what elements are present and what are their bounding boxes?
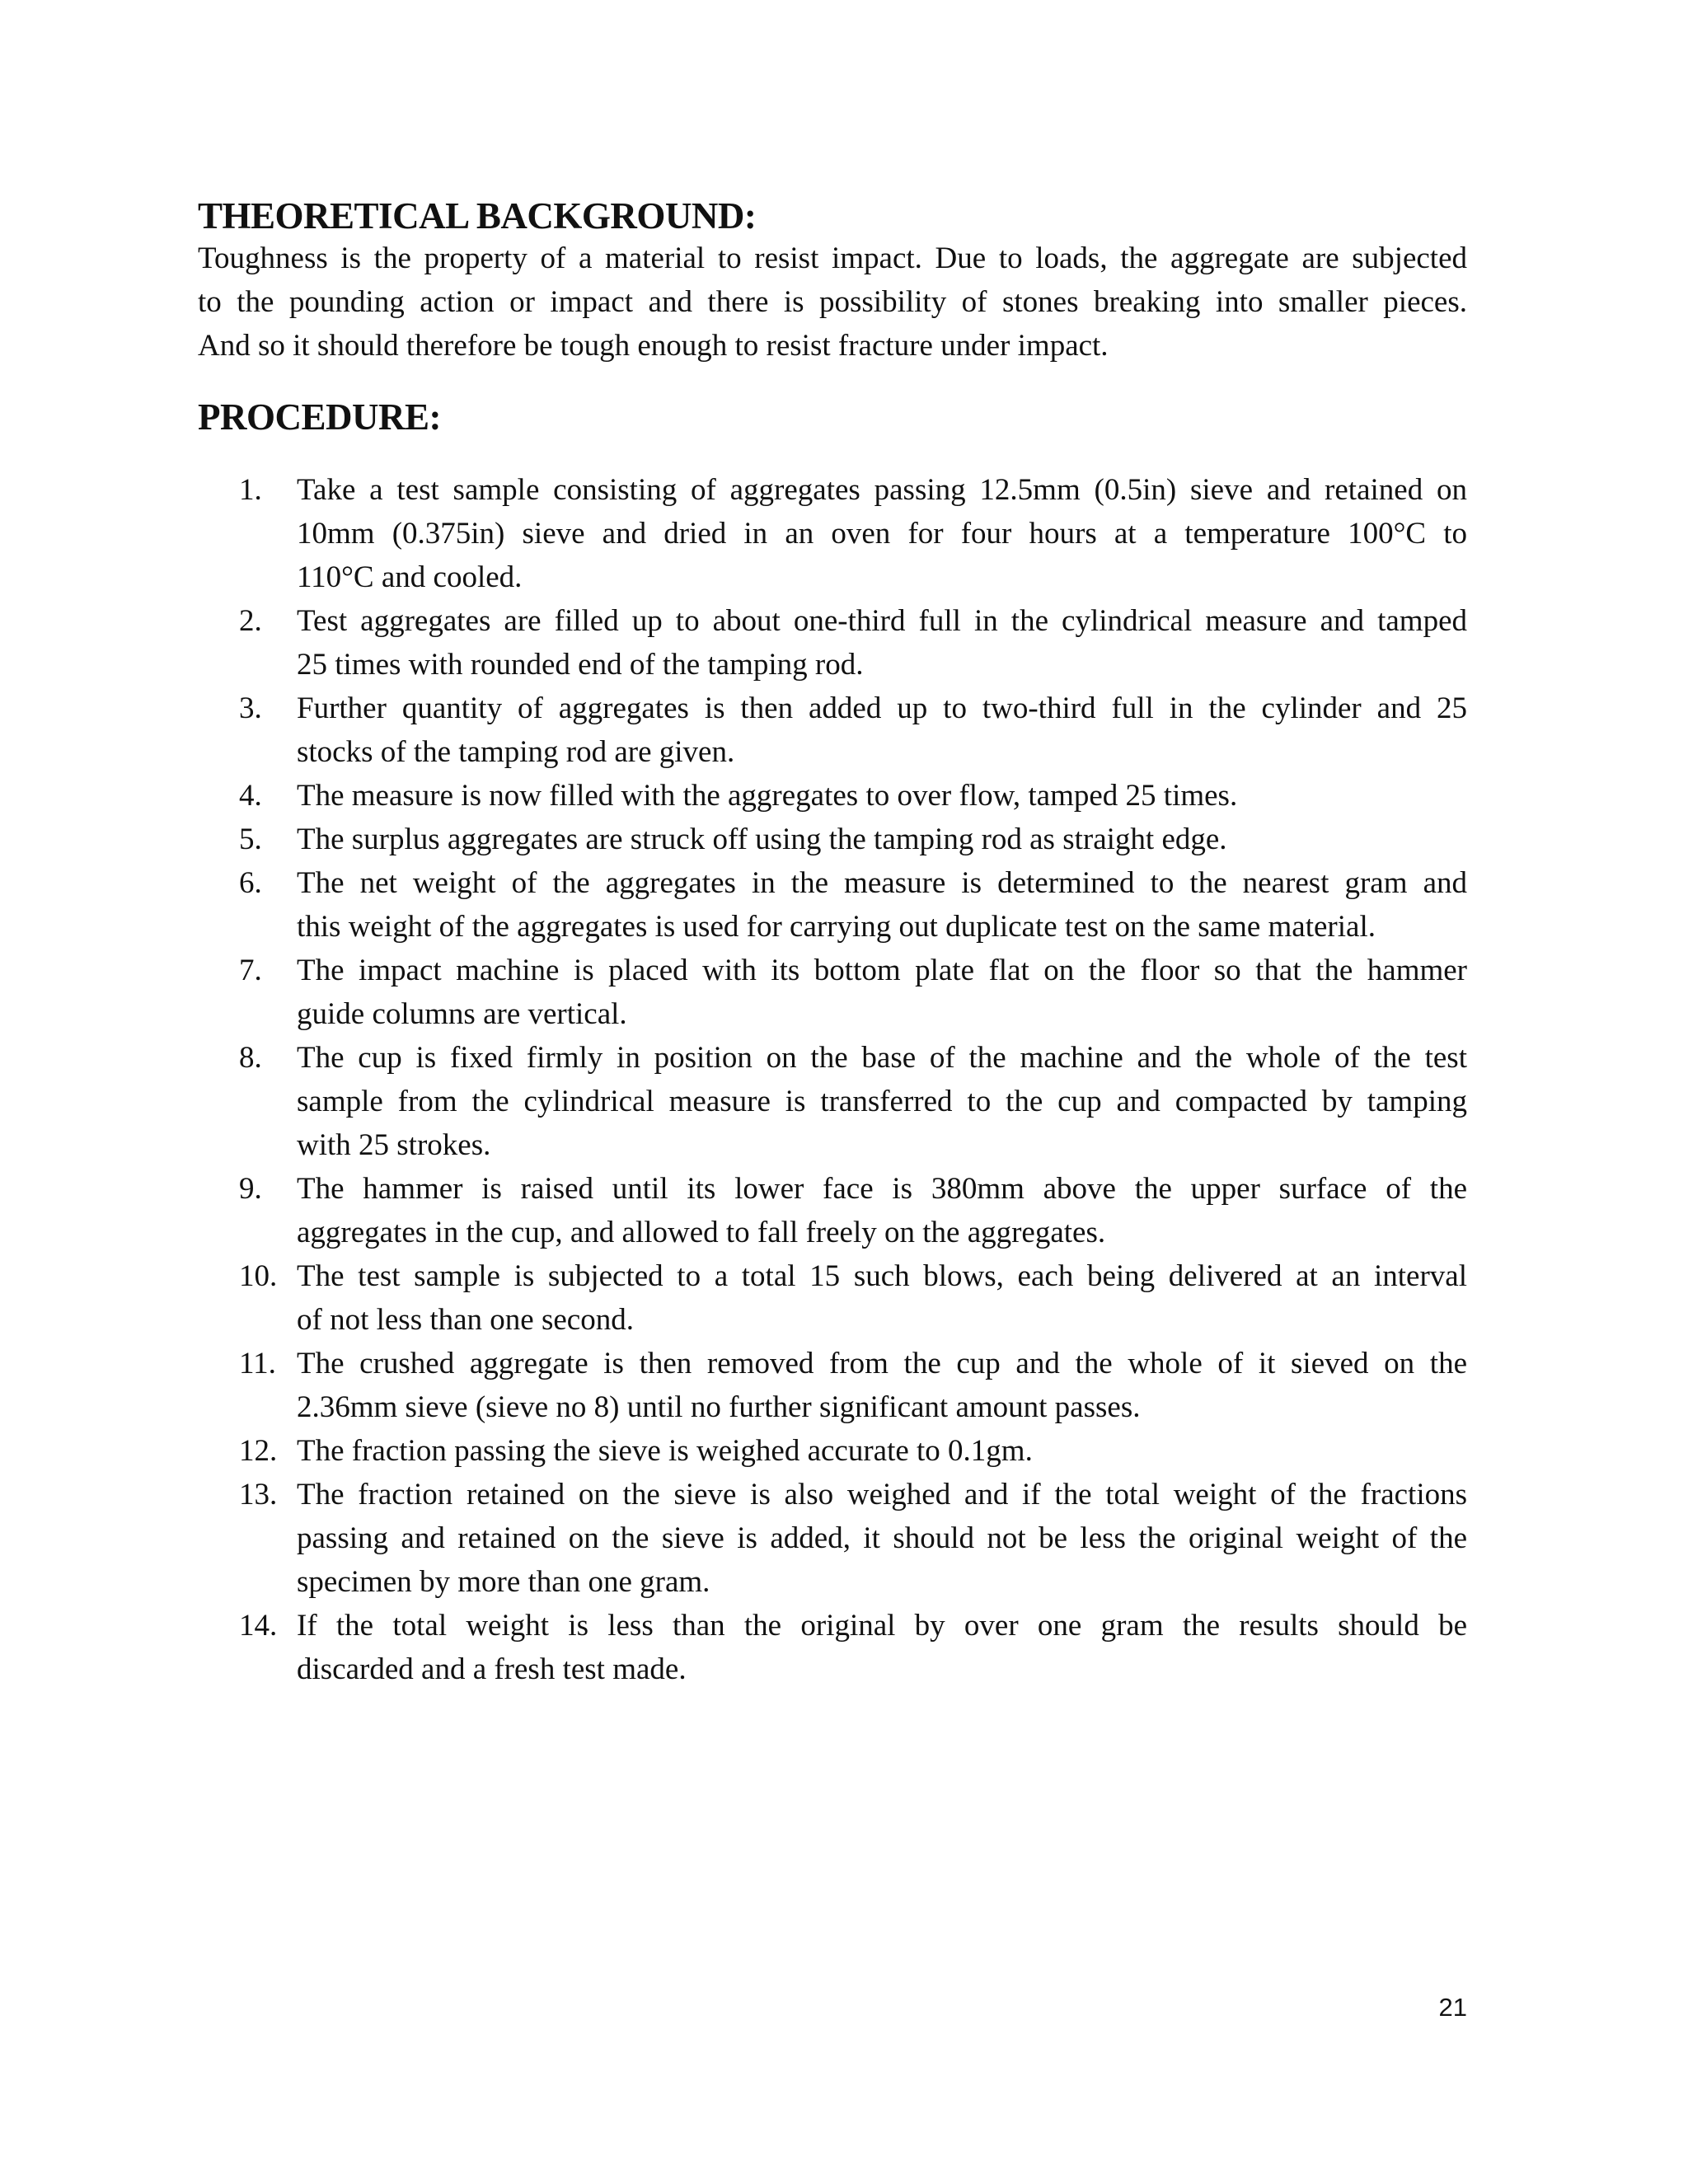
step-text [297,468,1467,599]
step-line: with 25 strokes. [297,1128,491,1162]
step-line: If the total weight is less than the original by over one gram the results should be [297,1609,1467,1643]
step-text [297,861,1467,949]
procedure-step [239,861,1467,949]
step-line: of not less than one second. [297,1303,634,1337]
page-number: 21 [1438,1993,1467,2022]
step-text [297,1342,1467,1429]
step-line: 2.36mm sieve (sieve no 8) until no further significant amount passes. [297,1390,1141,1424]
step-line: The net weight of the aggregates in the measure is determined to the nearest gram and [297,866,1467,900]
procedure-steps-list [239,468,1467,1691]
step-line: Take a test sample consisting of aggregates passing 12.5mm (0.5in) sieve and retained on [297,473,1467,507]
procedure-step [239,599,1467,687]
step-line: The fraction retained on the sieve is also weighed and if the total weight of the fractions [297,1478,1467,1511]
step-line: stocks of the tamping rod are given. [297,735,735,769]
procedure-step [239,468,1467,599]
procedure-step [239,1604,1467,1691]
step-line: aggregates in the cup, and allowed to fall freely on the aggregates. [297,1216,1106,1249]
step-number: 13. [239,1478,278,1511]
procedure-step [239,1254,1467,1342]
theoretical-background-heading: THEORETICAL BACKGROUND: [198,195,757,237]
step-number: 11. [239,1347,276,1380]
step-text [297,599,1467,687]
step-line: The impact machine is placed with its bottom plate flat on the floor so that the hammer [297,954,1467,987]
step-line: 10mm (0.375in) sieve and dried in an oven for four hours at a temperature 100°C to [297,517,1467,551]
procedure-step [239,1429,1467,1473]
step-line: sample from the cylindrical measure is transferred to the cup and compacted by tamping [297,1085,1467,1118]
step-line: specimen by more than one gram. [297,1565,710,1599]
step-line: 110°C and cooled. [297,560,523,594]
step-text [297,1036,1467,1167]
step-number: 6. [239,866,262,900]
step-line: The hammer is raised until its lower face is 380mm above the upper surface of the [297,1172,1467,1206]
step-text [297,1473,1467,1604]
procedure-step [239,1036,1467,1167]
theoretical-background-paragraph [198,237,1467,368]
step-line: guide columns are vertical. [297,997,627,1031]
procedure-heading: PROCEDURE: [198,396,441,438]
procedure-step [239,774,1467,818]
step-number: 9. [239,1172,262,1206]
step-number: 2. [239,604,262,638]
step-text [297,818,1467,861]
step-number: 14. [239,1609,278,1643]
step-number: 3. [239,691,262,725]
step-number: 1. [239,473,262,507]
step-text [297,949,1467,1036]
step-number: 7. [239,954,262,987]
step-line: Further quantity of aggregates is then added up to two-third full in the cylinder and 25 [297,691,1467,725]
procedure-step [239,818,1467,861]
step-line: The crushed aggregate is then removed from the cup and the whole of it sieved on the [297,1347,1467,1380]
step-line: passing and retained on the sieve is added, it should not be less the original weight of the [297,1521,1467,1555]
step-line: discarded and a fresh test made. [297,1652,687,1686]
step-text [297,774,1467,818]
step-text [297,1254,1467,1342]
step-line: Test aggregates are filled up to about one-third full in the cylindrical measure and tamped [297,604,1467,638]
procedure-step [239,1342,1467,1429]
step-text [297,1429,1467,1473]
step-line: The test sample is subjected to a total 15 such blows, each being delivered at an interval [297,1259,1467,1293]
step-number: 4. [239,779,262,813]
step-text [297,1167,1467,1254]
step-number: 8. [239,1041,262,1075]
step-line: this weight of the aggregates is used for carrying out duplicate test on the same material. [297,910,1376,944]
step-line: The cup is fixed firmly in position on the base of the machine and the whole of the test [297,1041,1467,1075]
procedure-step [239,687,1467,774]
step-number: 10. [239,1259,278,1293]
step-text [297,1604,1467,1691]
step-line: 25 times with rounded end of the tamping rod. [297,648,864,682]
paragraph-line: to the pounding action or impact and there is possibility of stones breaking into smaller pieces. [198,285,1467,319]
procedure-step [239,949,1467,1036]
step-line: The fraction passing the sieve is weighed accurate to 0.1gm. [297,1434,1033,1468]
procedure-step [239,1167,1467,1254]
procedure-step [239,1473,1467,1604]
step-number: 5. [239,823,262,856]
step-line: The surplus aggregates are struck off using the tamping rod as straight edge. [297,823,1227,856]
step-number: 12. [239,1434,278,1468]
step-text [297,687,1467,774]
step-line: The measure is now filled with the aggregates to over flow, tamped 25 times. [297,779,1238,813]
paragraph-line: Toughness is the property of a material to resist impact. Due to loads, the aggregate are subjected [198,241,1467,275]
paragraph-line: And so it should therefore be tough enough to resist fracture under impact. [198,329,1109,363]
